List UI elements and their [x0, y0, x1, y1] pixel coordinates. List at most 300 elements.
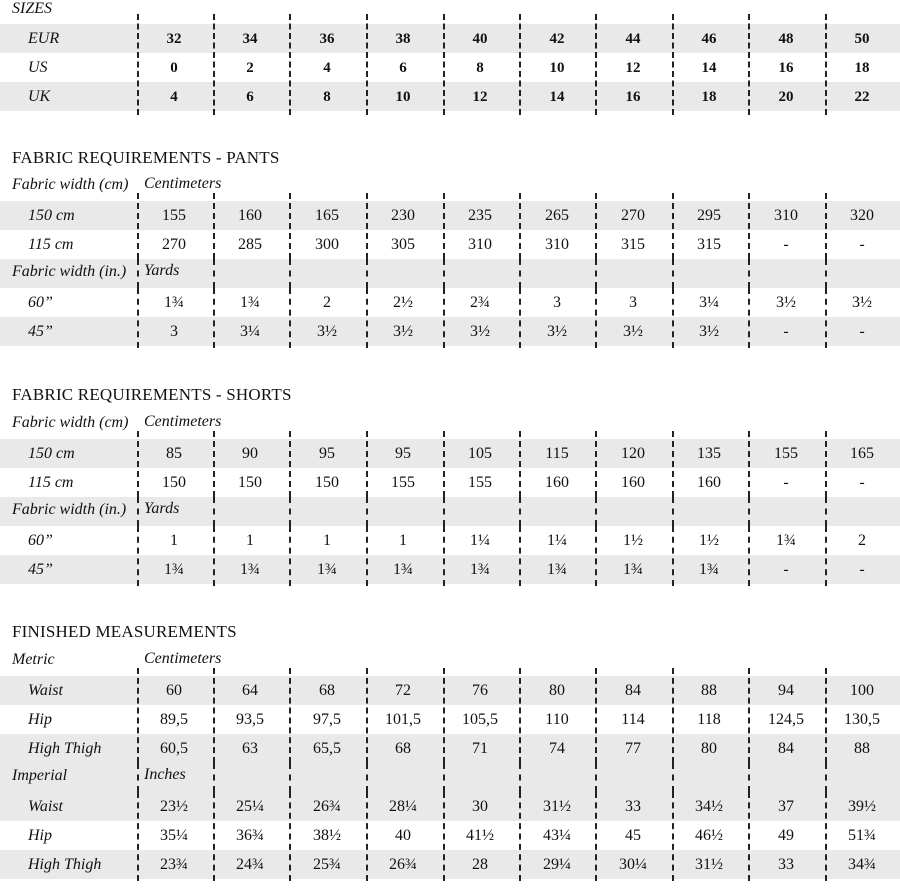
- sizes-divider-0: [137, 14, 139, 115]
- group-header-band: [0, 763, 900, 792]
- pants-hdr-divider-8: [748, 259, 750, 288]
- table-cell: 310: [468, 236, 492, 253]
- table-cell: 36¾: [236, 827, 264, 844]
- table-cell: 43¼: [543, 827, 571, 844]
- finished-hdr-divider-1: [213, 763, 215, 792]
- pants-divider-b-8: [748, 288, 750, 348]
- pants-hdr-divider-2: [289, 259, 291, 288]
- table-cell: 3: [553, 294, 561, 311]
- table-cell: 2½: [393, 294, 413, 311]
- table-cell: 44: [625, 31, 641, 47]
- finished-divider-1: [213, 668, 215, 763]
- table-cell: 48: [778, 31, 794, 47]
- table-cell: 90: [242, 445, 258, 462]
- table-cell: 1¾: [240, 561, 260, 578]
- table-cell: 0: [170, 60, 178, 76]
- table-cell: 160: [545, 474, 569, 491]
- group-header: Fabric width (cm): [12, 176, 129, 193]
- row-label: 150 cm: [28, 445, 75, 462]
- shorts-hdr-divider-6: [595, 497, 597, 526]
- table-cell: 33: [778, 856, 794, 873]
- table-cell: 1¼: [547, 532, 567, 549]
- finished-divider-b-8: [748, 792, 750, 881]
- table-cell: 3¼: [699, 294, 719, 311]
- table-cell: 46½: [695, 827, 723, 844]
- row-label: US: [28, 59, 48, 76]
- table-cell: 3½: [470, 323, 490, 340]
- table-cell: 1¾: [240, 294, 260, 311]
- shorts-divider-4: [443, 431, 445, 497]
- finished-hdr-divider-4: [443, 763, 445, 792]
- finished-hdr-divider-6: [595, 763, 597, 792]
- row-label: 60”: [28, 532, 53, 549]
- row-label: 150 cm: [28, 207, 75, 224]
- table-cell: 10: [395, 89, 411, 105]
- table-cell: 63: [242, 740, 258, 757]
- table-cell: 1¾: [699, 561, 719, 578]
- pants-divider-b-0: [137, 288, 139, 348]
- finished-divider-b-6: [595, 792, 597, 881]
- table-cell: 33: [625, 798, 641, 815]
- pants-divider-b-9: [825, 288, 827, 348]
- finished-hdr-divider-8: [748, 763, 750, 792]
- table-cell: 88: [854, 740, 870, 757]
- table-cell: 4: [170, 89, 178, 105]
- unit-label: Centimeters: [144, 413, 222, 430]
- table-cell: 60,5: [160, 740, 188, 757]
- table-cell: 1¾: [470, 561, 490, 578]
- shorts-hdr-divider-9: [825, 497, 827, 526]
- table-cell: 1¾: [547, 561, 567, 578]
- table-cell: 3¼: [240, 323, 260, 340]
- pants-divider-7: [672, 193, 674, 259]
- table-cell: 41½: [466, 827, 494, 844]
- pants-divider-6: [595, 193, 597, 259]
- table-cell: 74: [549, 740, 565, 757]
- shorts-divider-0: [137, 431, 139, 497]
- table-cell: 3½: [547, 323, 567, 340]
- shorts-divider-b-9: [825, 526, 827, 586]
- pants-divider-b-2: [289, 288, 291, 348]
- sizes-divider-6: [595, 14, 597, 115]
- table-cell: 135: [697, 445, 721, 462]
- table-cell: -: [859, 236, 865, 253]
- shorts-divider-9: [825, 431, 827, 497]
- table-cell: 39½: [848, 798, 876, 815]
- table-cell: 85: [166, 445, 182, 462]
- table-cell: 310: [774, 207, 798, 224]
- shorts-divider-b-1: [213, 526, 215, 586]
- table-cell: 80: [549, 682, 565, 699]
- shorts-hdr-divider-8: [748, 497, 750, 526]
- table-cell: 124,5: [768, 711, 804, 728]
- table-cell: 46: [701, 31, 717, 47]
- table-cell: 25¼: [236, 798, 264, 815]
- pants-hdr-divider-6: [595, 259, 597, 288]
- row-label: UK: [28, 88, 51, 105]
- sizes-divider-9: [825, 14, 827, 115]
- row-label: 115 cm: [28, 474, 74, 491]
- table-cell: 36: [319, 31, 335, 47]
- table-cell: 6: [399, 60, 407, 76]
- table-cell: 84: [778, 740, 794, 757]
- table-cell: 93,5: [236, 711, 264, 728]
- unit-label: Yards: [144, 500, 180, 517]
- table-cell: 76: [472, 682, 488, 699]
- table-cell: 18: [701, 89, 717, 105]
- table-cell: 6: [246, 89, 254, 105]
- table-cell: 40: [472, 31, 488, 47]
- sizes-divider-7: [672, 14, 674, 115]
- shorts-hdr-divider-2: [289, 497, 291, 526]
- table-cell: 29¼: [543, 856, 571, 873]
- table-cell: -: [783, 236, 789, 253]
- table-cell: 45: [625, 827, 641, 844]
- finished-divider-4: [443, 668, 445, 763]
- table-cell: 31½: [543, 798, 571, 815]
- table-cell: 16: [778, 60, 794, 76]
- finished-divider-b-9: [825, 792, 827, 881]
- sizes-divider-5: [519, 14, 521, 115]
- table-cell: 1¾: [317, 561, 337, 578]
- finished-divider-b-3: [366, 792, 368, 881]
- table-cell: 165: [315, 207, 339, 224]
- pants-divider-5: [519, 193, 521, 259]
- finished-divider-b-7: [672, 792, 674, 881]
- table-cell: 120: [621, 445, 645, 462]
- table-cell: 150: [238, 474, 262, 491]
- table-cell: 84: [625, 682, 641, 699]
- table-cell: 1: [170, 532, 178, 549]
- table-cell: 40: [395, 827, 411, 844]
- pants-title: FABRIC REQUIREMENTS - PANTS: [12, 148, 280, 167]
- table-cell: 3½: [699, 323, 719, 340]
- row-label: 45”: [28, 323, 53, 340]
- table-cell: 100: [850, 682, 874, 699]
- table-cell: 160: [621, 474, 645, 491]
- table-cell: 71: [472, 740, 488, 757]
- table-cell: 3½: [852, 294, 872, 311]
- group-header: Fabric width (cm): [12, 414, 129, 431]
- unit-label: Yards: [144, 262, 180, 279]
- unit-label: Centimeters: [144, 175, 222, 192]
- table-cell: 25¾: [313, 856, 341, 873]
- table-cell: 155: [774, 445, 798, 462]
- table-cell: 130,5: [844, 711, 880, 728]
- table-cell: 2¾: [470, 294, 490, 311]
- shorts-divider-7: [672, 431, 674, 497]
- finished-hdr-divider-3: [366, 763, 368, 792]
- table-cell: 110: [545, 711, 569, 728]
- table-cell: 68: [319, 682, 335, 699]
- table-cell: 64: [242, 682, 258, 699]
- finished-hdr-divider-0: [137, 763, 139, 792]
- finished-divider-3: [366, 668, 368, 763]
- shorts-divider-b-2: [289, 526, 291, 586]
- shorts-hdr-divider-5: [519, 497, 521, 526]
- group-header: Fabric width (in.): [12, 263, 127, 280]
- table-cell: 50: [854, 31, 870, 47]
- pants-divider-1: [213, 193, 215, 259]
- table-cell: 68: [395, 740, 411, 757]
- finished-divider-2: [289, 668, 291, 763]
- finished-divider-b-1: [213, 792, 215, 881]
- table-cell: 1¾: [164, 294, 184, 311]
- table-cell: 3½: [393, 323, 413, 340]
- table-cell: 1¾: [776, 532, 796, 549]
- table-cell: 72: [395, 682, 411, 699]
- table-cell: 18: [854, 60, 870, 76]
- shorts-divider-6: [595, 431, 597, 497]
- table-cell: 155: [391, 474, 415, 491]
- row-label: Hip: [28, 827, 52, 844]
- sizes-divider-1: [213, 14, 215, 115]
- shorts-divider-2: [289, 431, 291, 497]
- pants-divider-0: [137, 193, 139, 259]
- row-label: 45”: [28, 561, 53, 578]
- table-cell: -: [783, 323, 789, 340]
- table-cell: 14: [701, 60, 717, 76]
- table-cell: 150: [162, 474, 186, 491]
- table-cell: 24¾: [236, 856, 264, 873]
- shorts-divider-3: [366, 431, 368, 497]
- finished-divider-6: [595, 668, 597, 763]
- table-cell: 118: [697, 711, 721, 728]
- pants-divider-b-3: [366, 288, 368, 348]
- table-cell: 8: [323, 89, 331, 105]
- table-cell: -: [859, 323, 865, 340]
- table-cell: 270: [162, 236, 186, 253]
- table-cell: 310: [545, 236, 569, 253]
- table-cell: 94: [778, 682, 794, 699]
- table-cell: 115: [545, 445, 569, 462]
- group-header-band: [0, 259, 900, 288]
- finished-divider-5: [519, 668, 521, 763]
- table-cell: -: [859, 561, 865, 578]
- table-cell: 95: [395, 445, 411, 462]
- shorts-divider-8: [748, 431, 750, 497]
- pants-divider-9: [825, 193, 827, 259]
- shorts-divider-1: [213, 431, 215, 497]
- finished-divider-7: [672, 668, 674, 763]
- table-cell: 1: [399, 532, 407, 549]
- row-label: Hip: [28, 711, 52, 728]
- table-cell: 34¾: [848, 856, 876, 873]
- table-cell: 3: [170, 323, 178, 340]
- table-cell: 12: [625, 60, 641, 76]
- table-cell: 230: [391, 207, 415, 224]
- row-label: EUR: [28, 30, 60, 47]
- unit-label: Inches: [144, 766, 186, 783]
- table-cell: 23¾: [160, 856, 188, 873]
- table-cell: 42: [549, 31, 565, 47]
- row-label: Waist: [28, 798, 63, 815]
- pants-hdr-divider-5: [519, 259, 521, 288]
- table-cell: 16: [625, 89, 641, 105]
- table-cell: 20: [778, 89, 794, 105]
- shorts-divider-5: [519, 431, 521, 497]
- table-cell: 1¾: [393, 561, 413, 578]
- pants-hdr-divider-0: [137, 259, 139, 288]
- table-cell: 65,5: [313, 740, 341, 757]
- table-cell: 37: [778, 798, 794, 815]
- table-cell: 114: [621, 711, 645, 728]
- table-cell: 14: [549, 89, 565, 105]
- table-cell: 49: [778, 827, 794, 844]
- finished-hdr-divider-5: [519, 763, 521, 792]
- finished-divider-8: [748, 668, 750, 763]
- table-cell: 34: [242, 31, 258, 47]
- table-cell: 285: [238, 236, 262, 253]
- table-cell: 51¾: [848, 827, 876, 844]
- pants-divider-8: [748, 193, 750, 259]
- table-cell: 315: [697, 236, 721, 253]
- table-cell: -: [859, 474, 865, 491]
- table-cell: 26¾: [313, 798, 341, 815]
- row-label: High Thigh: [28, 856, 102, 873]
- table-cell: 34½: [695, 798, 723, 815]
- table-cell: 80: [701, 740, 717, 757]
- table-cell: 38½: [313, 827, 341, 844]
- table-cell: 265: [545, 207, 569, 224]
- table-cell: 8: [476, 60, 484, 76]
- group-header: Imperial: [12, 767, 68, 784]
- table-cell: 77: [625, 740, 641, 757]
- shorts-divider-b-4: [443, 526, 445, 586]
- finished-title: FINISHED MEASUREMENTS: [12, 622, 237, 641]
- table-cell: 28: [472, 856, 488, 873]
- table-cell: 60: [166, 682, 182, 699]
- table-cell: 300: [315, 236, 339, 253]
- table-cell: -: [783, 561, 789, 578]
- shorts-hdr-divider-7: [672, 497, 674, 526]
- table-cell: 4: [323, 60, 331, 76]
- pants-hdr-divider-9: [825, 259, 827, 288]
- shorts-divider-b-0: [137, 526, 139, 586]
- pants-divider-2: [289, 193, 291, 259]
- table-cell: 38: [395, 31, 411, 47]
- table-cell: 3½: [623, 323, 643, 340]
- table-cell: 2: [858, 532, 866, 549]
- pants-divider-b-1: [213, 288, 215, 348]
- table-cell: 1¾: [623, 561, 643, 578]
- pants-divider-b-7: [672, 288, 674, 348]
- table-cell: 3: [629, 294, 637, 311]
- pants-hdr-divider-3: [366, 259, 368, 288]
- pants-divider-4: [443, 193, 445, 259]
- shorts-divider-b-7: [672, 526, 674, 586]
- pants-divider-3: [366, 193, 368, 259]
- finished-divider-b-4: [443, 792, 445, 881]
- finished-hdr-divider-9: [825, 763, 827, 792]
- shorts-title: FABRIC REQUIREMENTS - SHORTS: [12, 385, 292, 404]
- table-cell: 1¼: [470, 532, 490, 549]
- row-label: 60”: [28, 294, 53, 311]
- table-cell: 1¾: [164, 561, 184, 578]
- row-label: Waist: [28, 682, 63, 699]
- row-label: 115 cm: [28, 236, 74, 253]
- shorts-divider-b-8: [748, 526, 750, 586]
- table-cell: 30¼: [619, 856, 647, 873]
- sizes-divider-8: [748, 14, 750, 115]
- row-label: High Thigh: [28, 740, 102, 757]
- table-cell: 2: [246, 60, 254, 76]
- table-cell: 320: [850, 207, 874, 224]
- finished-divider-b-2: [289, 792, 291, 881]
- shorts-divider-b-3: [366, 526, 368, 586]
- table-cell: 35¼: [160, 827, 188, 844]
- shorts-hdr-divider-0: [137, 497, 139, 526]
- group-header: Metric: [12, 651, 55, 668]
- shorts-hdr-divider-4: [443, 497, 445, 526]
- pants-hdr-divider-1: [213, 259, 215, 288]
- shorts-hdr-divider-3: [366, 497, 368, 526]
- table-cell: 28¼: [389, 798, 417, 815]
- table-cell: 155: [162, 207, 186, 224]
- table-cell: 160: [238, 207, 262, 224]
- table-cell: 30: [472, 798, 488, 815]
- sizes-divider-3: [366, 14, 368, 115]
- table-cell: 95: [319, 445, 335, 462]
- finished-divider-0: [137, 668, 139, 763]
- table-cell: 160: [697, 474, 721, 491]
- table-cell: 295: [697, 207, 721, 224]
- table-cell: 2: [323, 294, 331, 311]
- pants-hdr-divider-4: [443, 259, 445, 288]
- table-cell: 3½: [776, 294, 796, 311]
- pants-divider-b-6: [595, 288, 597, 348]
- finished-divider-b-5: [519, 792, 521, 881]
- table-cell: 305: [391, 236, 415, 253]
- table-cell: 270: [621, 207, 645, 224]
- table-cell: 10: [549, 60, 565, 76]
- table-cell: 101,5: [385, 711, 421, 728]
- table-cell: 3½: [317, 323, 337, 340]
- sizes-divider-4: [443, 14, 445, 115]
- pants-divider-b-4: [443, 288, 445, 348]
- pants-hdr-divider-7: [672, 259, 674, 288]
- pants-divider-b-5: [519, 288, 521, 348]
- table-cell: 155: [468, 474, 492, 491]
- sizes-divider-2: [289, 14, 291, 115]
- table-cell: 26¾: [389, 856, 417, 873]
- table-cell: 165: [850, 445, 874, 462]
- table-cell: 88: [701, 682, 717, 699]
- sizes-title: SIZES: [12, 0, 52, 17]
- finished-divider-b-0: [137, 792, 139, 881]
- table-cell: 89,5: [160, 711, 188, 728]
- table-cell: 23½: [160, 798, 188, 815]
- finished-divider-9: [825, 668, 827, 763]
- table-cell: 1½: [623, 532, 643, 549]
- table-cell: 1½: [699, 532, 719, 549]
- group-header: Fabric width (in.): [12, 501, 127, 518]
- table-cell: 12: [472, 89, 488, 105]
- shorts-hdr-divider-1: [213, 497, 215, 526]
- table-cell: 105,5: [462, 711, 498, 728]
- group-header-band: [0, 497, 900, 526]
- table-cell: 1: [246, 532, 254, 549]
- table-cell: 315: [621, 236, 645, 253]
- table-cell: -: [783, 474, 789, 491]
- shorts-divider-b-6: [595, 526, 597, 586]
- table-cell: 32: [166, 31, 182, 47]
- table-cell: 235: [468, 207, 492, 224]
- table-cell: 1: [323, 532, 331, 549]
- table-cell: 150: [315, 474, 339, 491]
- unit-label: Centimeters: [144, 650, 222, 667]
- table-cell: 97,5: [313, 711, 341, 728]
